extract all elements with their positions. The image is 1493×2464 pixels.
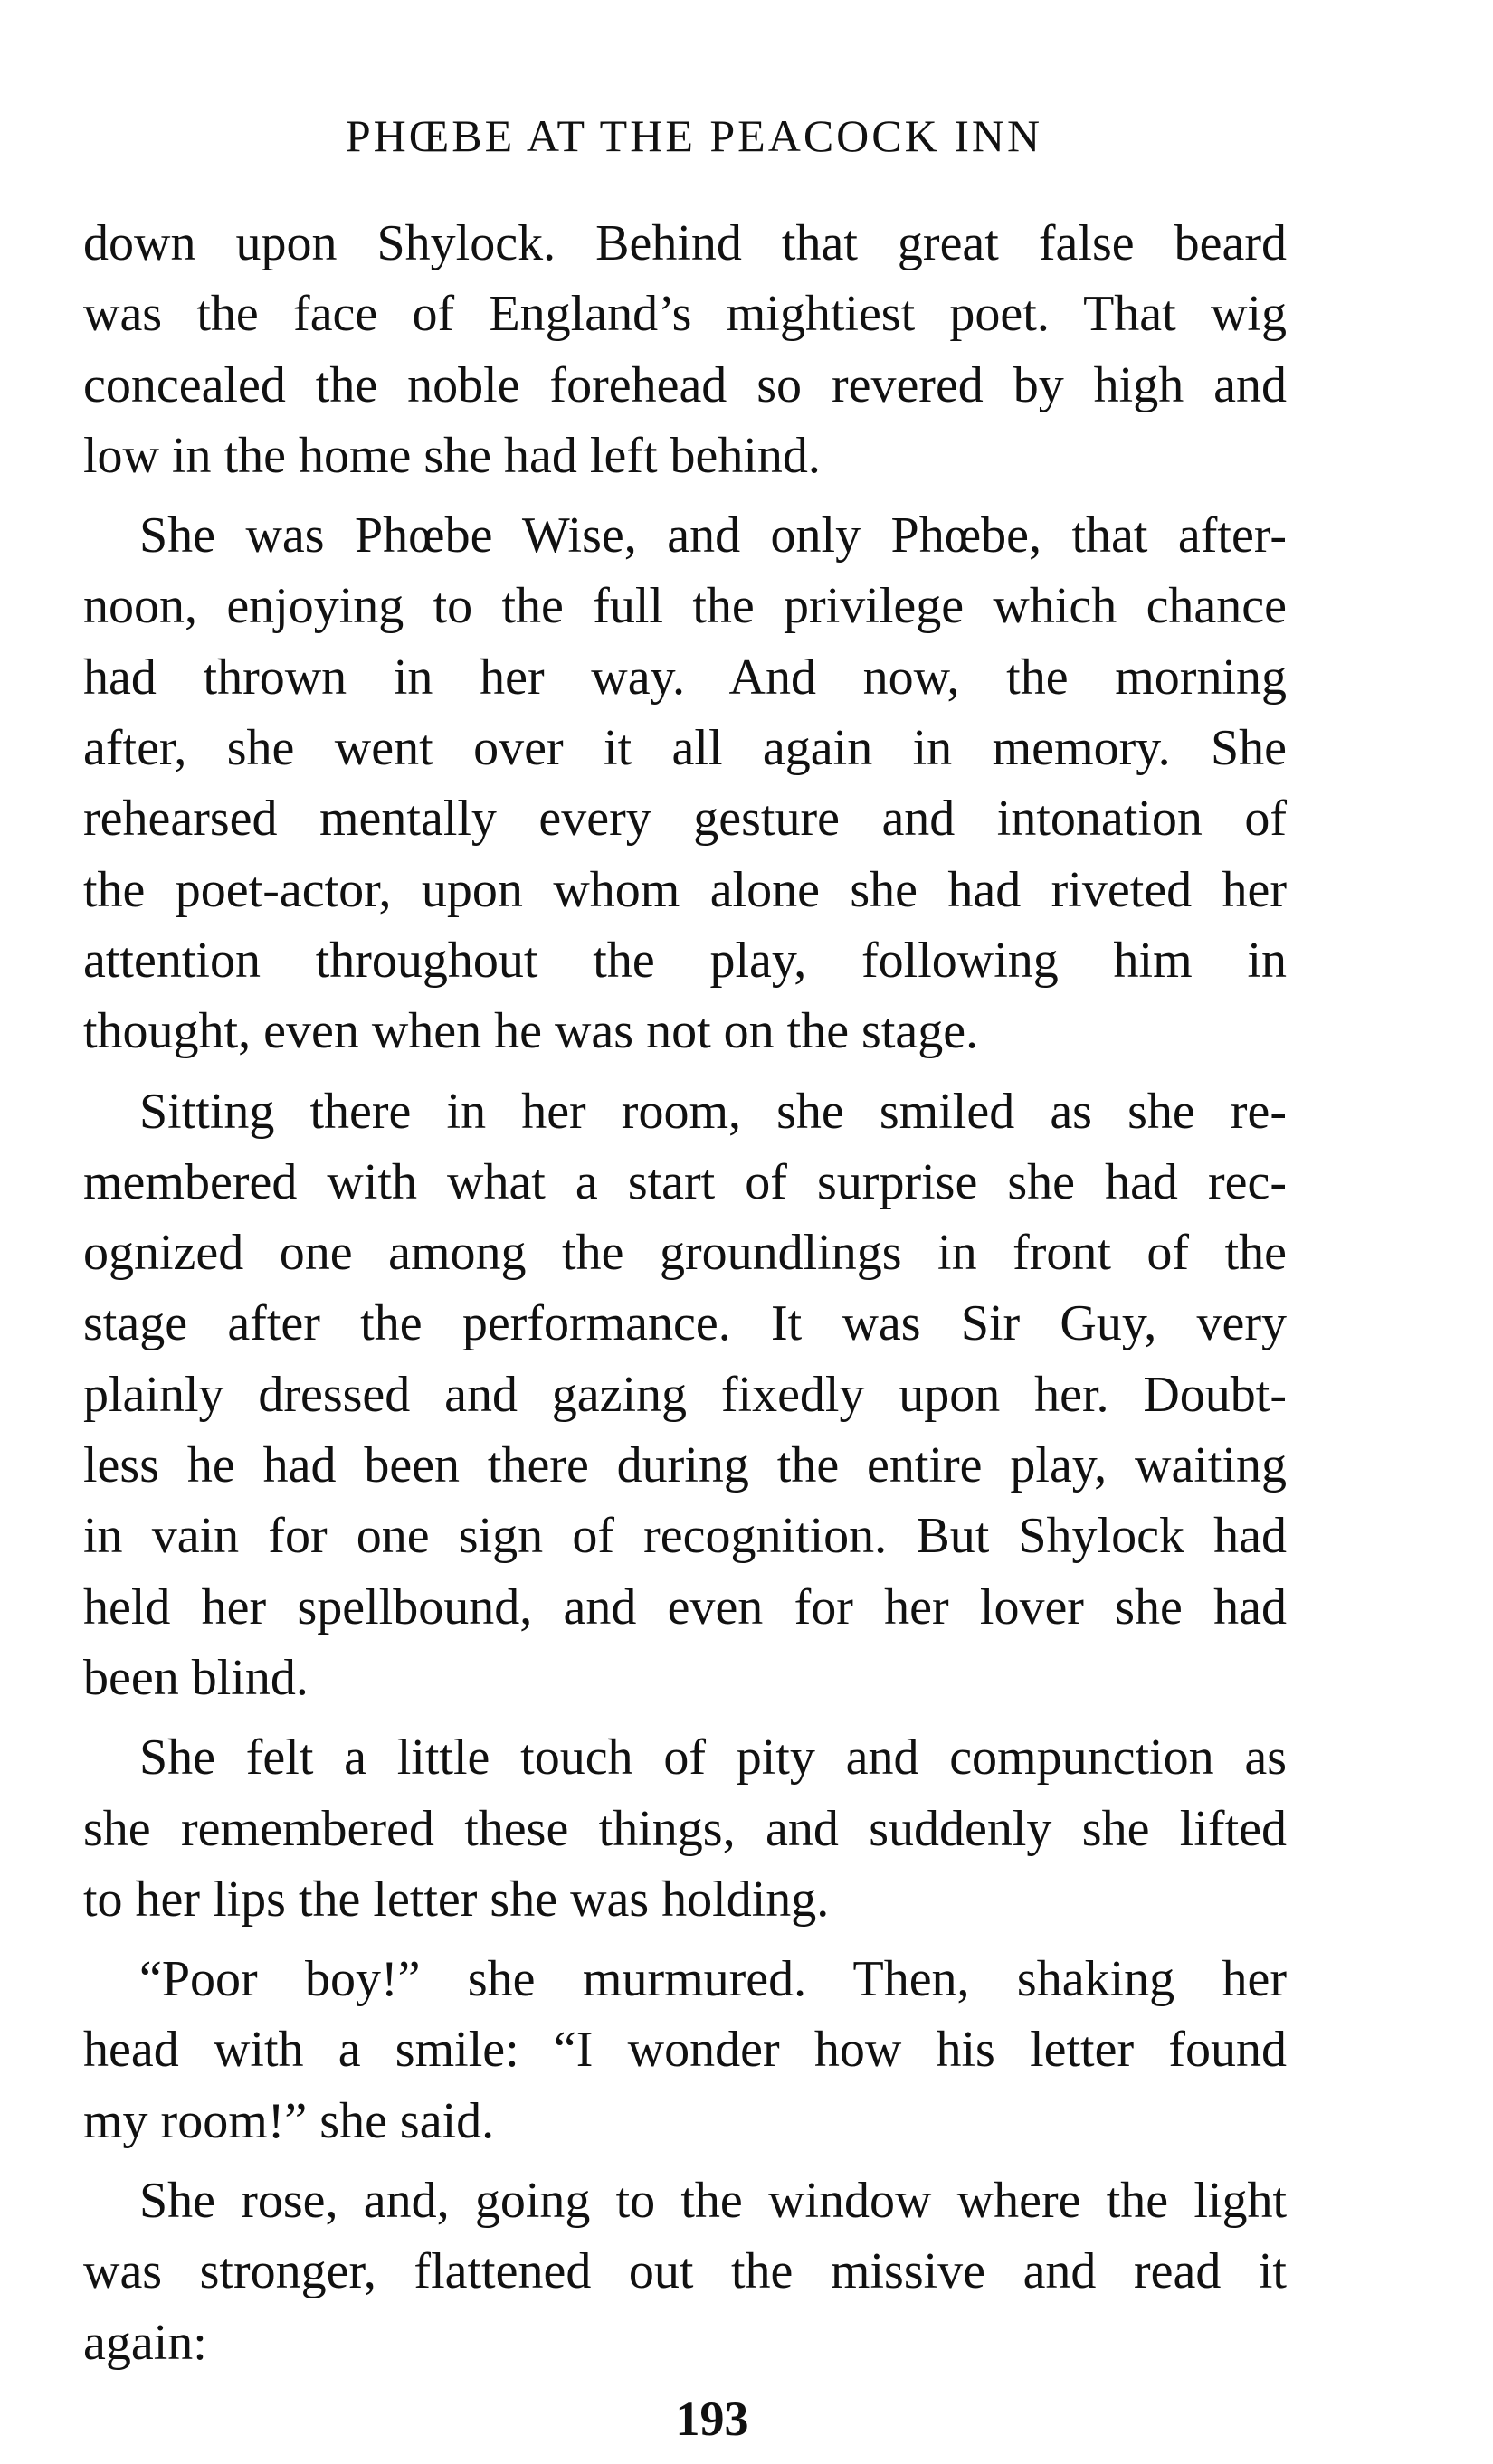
text-line: down upon Shylock. Behind that great false beard — [83, 215, 1287, 271]
text-line: in vain for one sign of recognition. But Shylock had — [83, 1508, 1287, 1565]
text-line: again: — [83, 2314, 207, 2371]
text-line: was the face of England’s mightiest poet. That wig — [83, 286, 1287, 343]
text-line: ognized one among the groundlings in front of the — [83, 1225, 1287, 1282]
text-line: membered with what a start of surprise she had rec- — [83, 1153, 1287, 1210]
paragraph-1 — [83, 208, 1287, 491]
text-line: thought, even when he was not on the stage. — [83, 1003, 979, 1060]
book-page — [83, 109, 1287, 2450]
text-line: my room!” she said. — [83, 2092, 495, 2149]
text-line: she remembered these things, and suddenly she lifted — [83, 1800, 1287, 1857]
text-line: had thrown in her way. And now, the morning — [83, 649, 1287, 706]
text-line: noon, enjoying to the full the privilege which chance — [83, 578, 1287, 635]
text-line: “Poor boy!” she murmured. Then, shaking her — [139, 1951, 1287, 2008]
text-line: She was Phœbe Wise, and only Phœbe, that after- — [139, 507, 1287, 564]
text-line: after, she went over it all again in memory. She — [83, 720, 1287, 777]
paragraph-2 — [83, 500, 1287, 1066]
running-head: PHŒBE AT THE PEACOCK INN — [345, 110, 1043, 161]
text-line: was stronger, flattened out the missive and read it — [83, 2243, 1287, 2300]
text-line: She rose, and, going to the window where the light — [139, 2173, 1287, 2230]
text-line: She felt a little touch of pity and compunction as — [139, 1730, 1287, 1786]
text-line: Sitting there in her room, she smiled as she re- — [139, 1083, 1287, 1140]
page-number: 193 — [675, 2391, 749, 2446]
text-line: to her lips the letter she was holding. — [83, 1871, 830, 1928]
text-line: concealed the noble forehead so revered by high and — [83, 356, 1287, 413]
text-line: less he had been there during the entire play, waiting — [83, 1437, 1287, 1494]
paragraph-6 — [83, 2165, 1287, 2378]
text-line: been blind. — [83, 1649, 309, 1706]
text-line: the poet-actor, upon whom alone she had riveted her — [83, 861, 1287, 918]
text-line: rehearsed mentally every gesture and intonation of — [83, 791, 1287, 848]
text-line: plainly dressed and gazing fixedly upon her. Doubt- — [83, 1366, 1287, 1423]
paragraph-4 — [83, 1722, 1287, 1935]
paragraph-3 — [83, 1076, 1287, 1714]
text-line: head with a smile: “I wonder how his letter found — [83, 2022, 1287, 2079]
text-line: low in the home she had left behind. — [83, 427, 821, 484]
text-line: attention throughout the play, following him in — [83, 932, 1287, 989]
text-line: stage after the performance. It was Sir Guy, very — [83, 1295, 1287, 1352]
text-line: held her spellbound, and even for her lover she had — [83, 1578, 1287, 1635]
paragraph-5 — [83, 1944, 1287, 2156]
